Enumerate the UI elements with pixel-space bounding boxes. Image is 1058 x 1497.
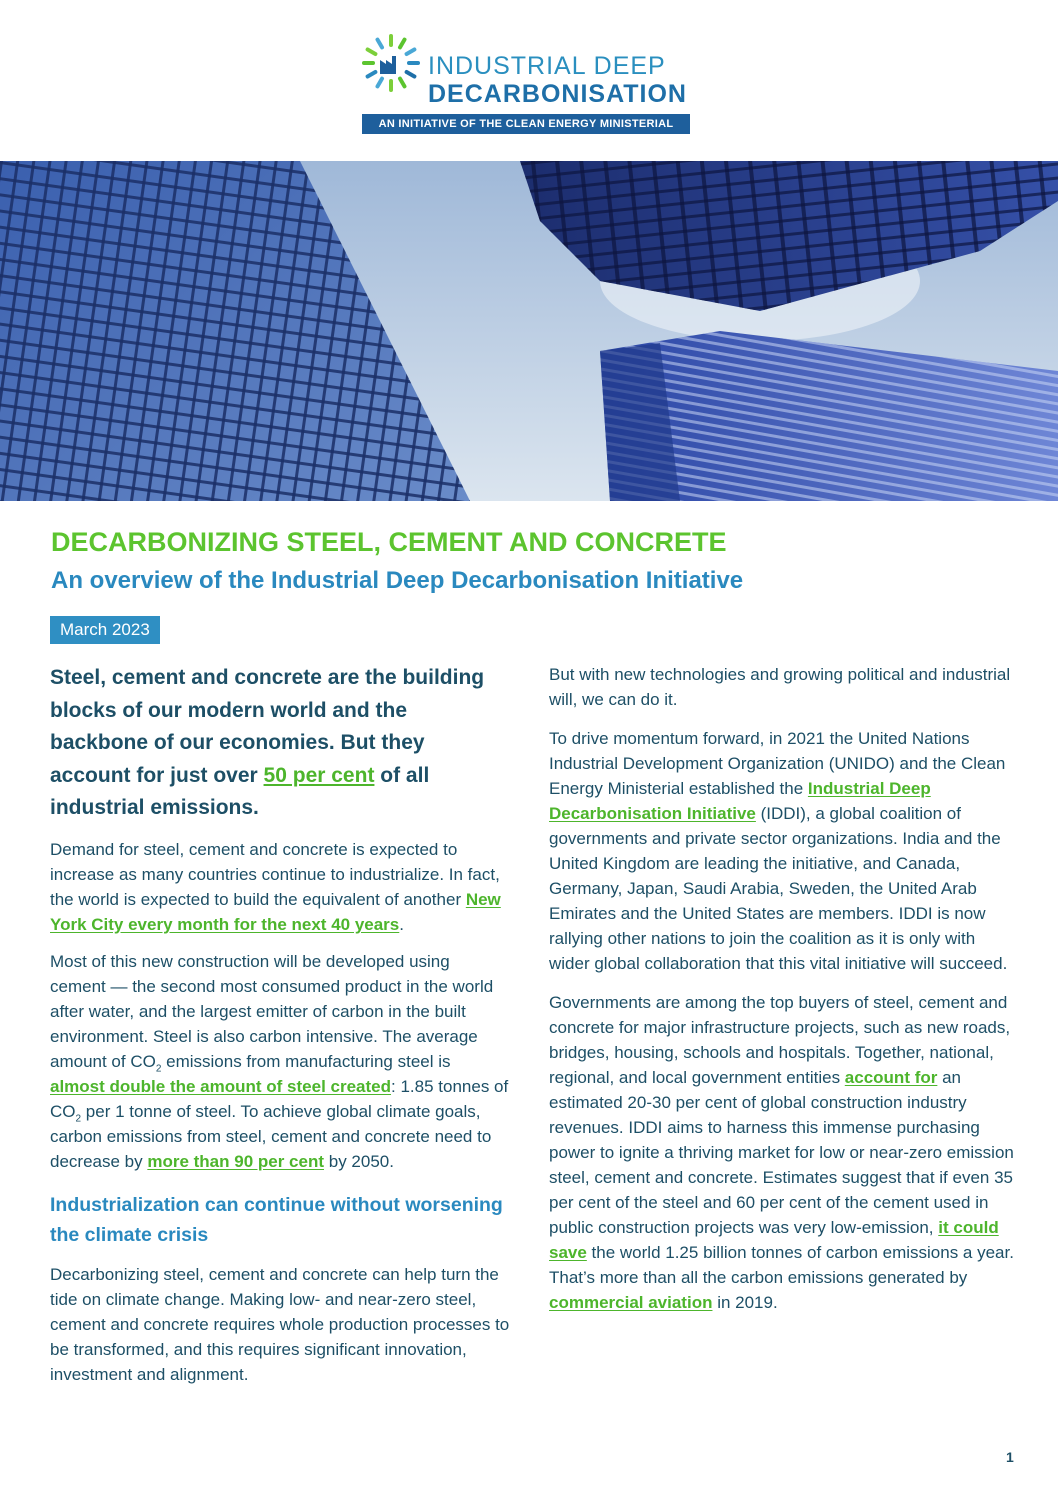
right-paragraph-2 <box>549 726 1014 976</box>
date-badge: March 2023 <box>50 616 160 644</box>
link-it-could-save[interactable]: it could save <box>549 1218 999 1262</box>
co2-subscript: 2 <box>75 1113 82 1125</box>
logo-tagline: AN INITIATIVE OF THE CLEAN ENERGY MINISTERIAL <box>362 114 690 134</box>
right-p2-text-a: To drive momentum forward, in 2021 the United Nations Industrial Development Organization (UNIDO) and the Clean Energy Ministerial established the <box>549 729 1006 798</box>
left-paragraph-3: Decarbonizing steel, cement and concrete can help turn the tide on climate change. Making low- and near-zero steel, cement and concrete requires whole production processes to be transformed, and this requires significant innovation, investment and alignment. <box>50 1265 510 1384</box>
left-paragraph-1 <box>50 837 510 937</box>
left-column <box>50 837 510 1387</box>
right-paragraph-1: But with new technologies and growing political and industrial will, we can do it. <box>549 665 1011 709</box>
iddi-logo <box>360 30 700 140</box>
intro-text-1: Steel, cement and concrete are the building blocks of our modern world and the backbone of our economies. But they account for just over <box>50 666 485 787</box>
right-p2-text-b: (IDDI), a global coalition of governments and private sector organizations. India and the United Kingdom are leading the initiative, and Canada, Germany, Japan, Saudi Arabia, Sweden, the United Arab Emirates and the United States are members. IDDI is now rallying other nations to join the coalition as it is only with wider global collaboration that this vital initiative will succeed. <box>549 804 1008 973</box>
link-more-than-90[interactable]: more than 90 per cent <box>147 1152 325 1171</box>
hero-image <box>0 161 1058 501</box>
right-paragraph-3 <box>549 990 1014 1315</box>
section-heading: Industrialization can continue without worsening the climate crisis <box>50 1194 503 1246</box>
skyscrapers-illustration <box>0 161 1058 501</box>
logo-line-1: INDUSTRIAL DEEP <box>428 52 666 80</box>
left-p2-text-c: : 1.85 tonnes of CO <box>50 1077 509 1121</box>
left-p1-end: . <box>399 915 404 934</box>
left-p1-text: Demand for steel, cement and concrete is expected to increase as many countries continue to industrialize. In fact, the world is expected to build the equivalent of another <box>50 840 500 909</box>
page-number: 1 <box>1006 1449 1014 1465</box>
link-iddi[interactable]: Industrial Deep Decarbonisation Initiative <box>549 779 931 823</box>
left-p2-text-a: Most of this new construction will be developed using cement — the second most consumed product in the world after water, and the largest emitter of carbon in the built environment. Steel is also carbon intensive. The average amount of CO <box>50 952 494 1071</box>
right-p3-text-a: Governments are among the top buyers of steel, cement and concrete for major infrastructure projects, such as new roads, bridges, housing, schools and hospitals. Together, national, regional, and local government entities <box>549 993 1011 1087</box>
right-p3-text-c: the world 1.25 billion tonnes of carbon emissions a year. That’s more than all the carbon emissions generated by <box>549 1243 1014 1287</box>
sunburst-factory-icon <box>360 32 422 94</box>
page-title: DECARBONIZING STEEL, CEMENT AND CONCRETE <box>51 527 727 557</box>
link-account-for[interactable]: account for <box>844 1068 938 1087</box>
left-p2-text-b: emissions from manufacturing steel is <box>161 1052 451 1071</box>
logo-line-2: DECARBONISATION <box>428 80 687 108</box>
right-column <box>549 662 1014 1315</box>
intro-text-2: of all industrial emissions. <box>50 763 430 819</box>
left-p2-text-e: by 2050. <box>324 1152 394 1171</box>
link-commercial-aviation[interactable]: commercial aviation <box>549 1293 713 1312</box>
link-50-per-cent[interactable]: 50 per cent <box>263 763 375 787</box>
intro-statement <box>50 662 510 825</box>
left-p2-text-d: per 1 tonne of steel. To achieve global climate goals, carbon emissions from steel, cement and concrete need to decrease by <box>50 1102 492 1171</box>
right-p3-text-d: in 2019. <box>712 1293 778 1312</box>
left-paragraph-2 <box>50 949 510 1174</box>
co2-subscript: 2 <box>155 1063 162 1075</box>
link-almost-double[interactable]: almost double the amount of steel created <box>50 1077 392 1096</box>
page-subtitle: An overview of the Industrial Deep Decarbonisation Initiative <box>51 567 744 594</box>
link-new-york-city[interactable]: New York City every month for the next 40 years <box>50 890 501 934</box>
right-p3-text-b: an estimated 20-30 per cent of global construction industry revenues. IDDI aims to harness this immense purchasing power to ignite a thriving market for low or near-zero emission steel, cement and concrete. Estimates suggest that if even 35 per cent of the steel and 60 per cent of the cement used in public construction projects was very low-emission, <box>549 1068 1014 1237</box>
